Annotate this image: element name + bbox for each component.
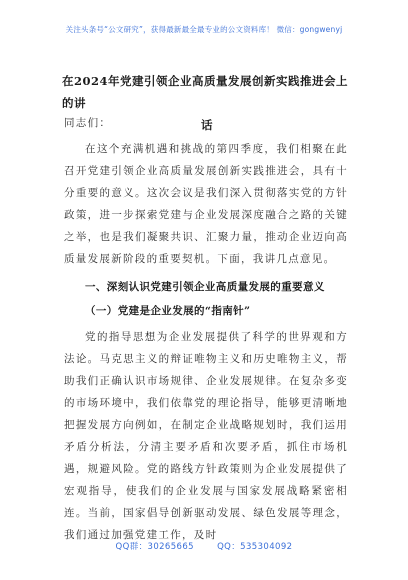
section-heading-1: 一、深刻认识党建引领企业高质量发展的重要意义 bbox=[85, 281, 325, 293]
paragraph-intro: 在这个充满机遇和挑战的第四季度，我们相聚在此召开党建引领企业高质量发展创新实践推进会，具有十分重要的意义。这次会议是我们深入贯彻落实党的方针政策，进一步探索党建与企业发展深度融合之路的关键之举，也是我们凝聚共识、汇聚力量，推动企业迈向高质量发展新阶段的重要契机。下面，我讲几点意见。 bbox=[64, 143, 348, 265]
qq-contact-text: QQ：535304092 bbox=[217, 542, 293, 552]
top-promo-banner: 关注头条号“公文研究”，获得最新最全最专业的公文资料库！ 微信：gongwenyj bbox=[65, 25, 343, 34]
qq-group-text: QQ群：30265665 bbox=[115, 542, 194, 552]
document-title-line1: 在2024年党建引领企业高质量发展创新实践推进会上的讲 bbox=[62, 74, 349, 110]
salutation: 同志们： bbox=[64, 117, 112, 129]
document-title-line2: 话 bbox=[201, 118, 213, 132]
paragraph-section-1: 党的指导思想为企业发展提供了科学的世界观和方法论。马克思主义的辩证唯物主义和历史唯物主义，帮助我们正确认识市场规律、企业发展规律。在复杂多变的市场环境中，我们依靠党的理论指导，能够更清晰地把握发展方向例如，在制定企业战略规划时，我们运用矛盾分析法，分清主要矛盾和次要矛盾，抓住市场机遇，规避风险。党的路线方针政策则为企业发展提供了宏观指导，使我们的企业发展与国家发展战略紧密相连。当前，国家倡导创新驱动发展、绿色发展等理念，我们通过加强党建工作，及时 bbox=[64, 331, 348, 541]
subsection-heading-1: （一）党建是企业发展的“指南针” bbox=[85, 305, 251, 317]
bottom-contact-banner bbox=[0, 540, 408, 552]
